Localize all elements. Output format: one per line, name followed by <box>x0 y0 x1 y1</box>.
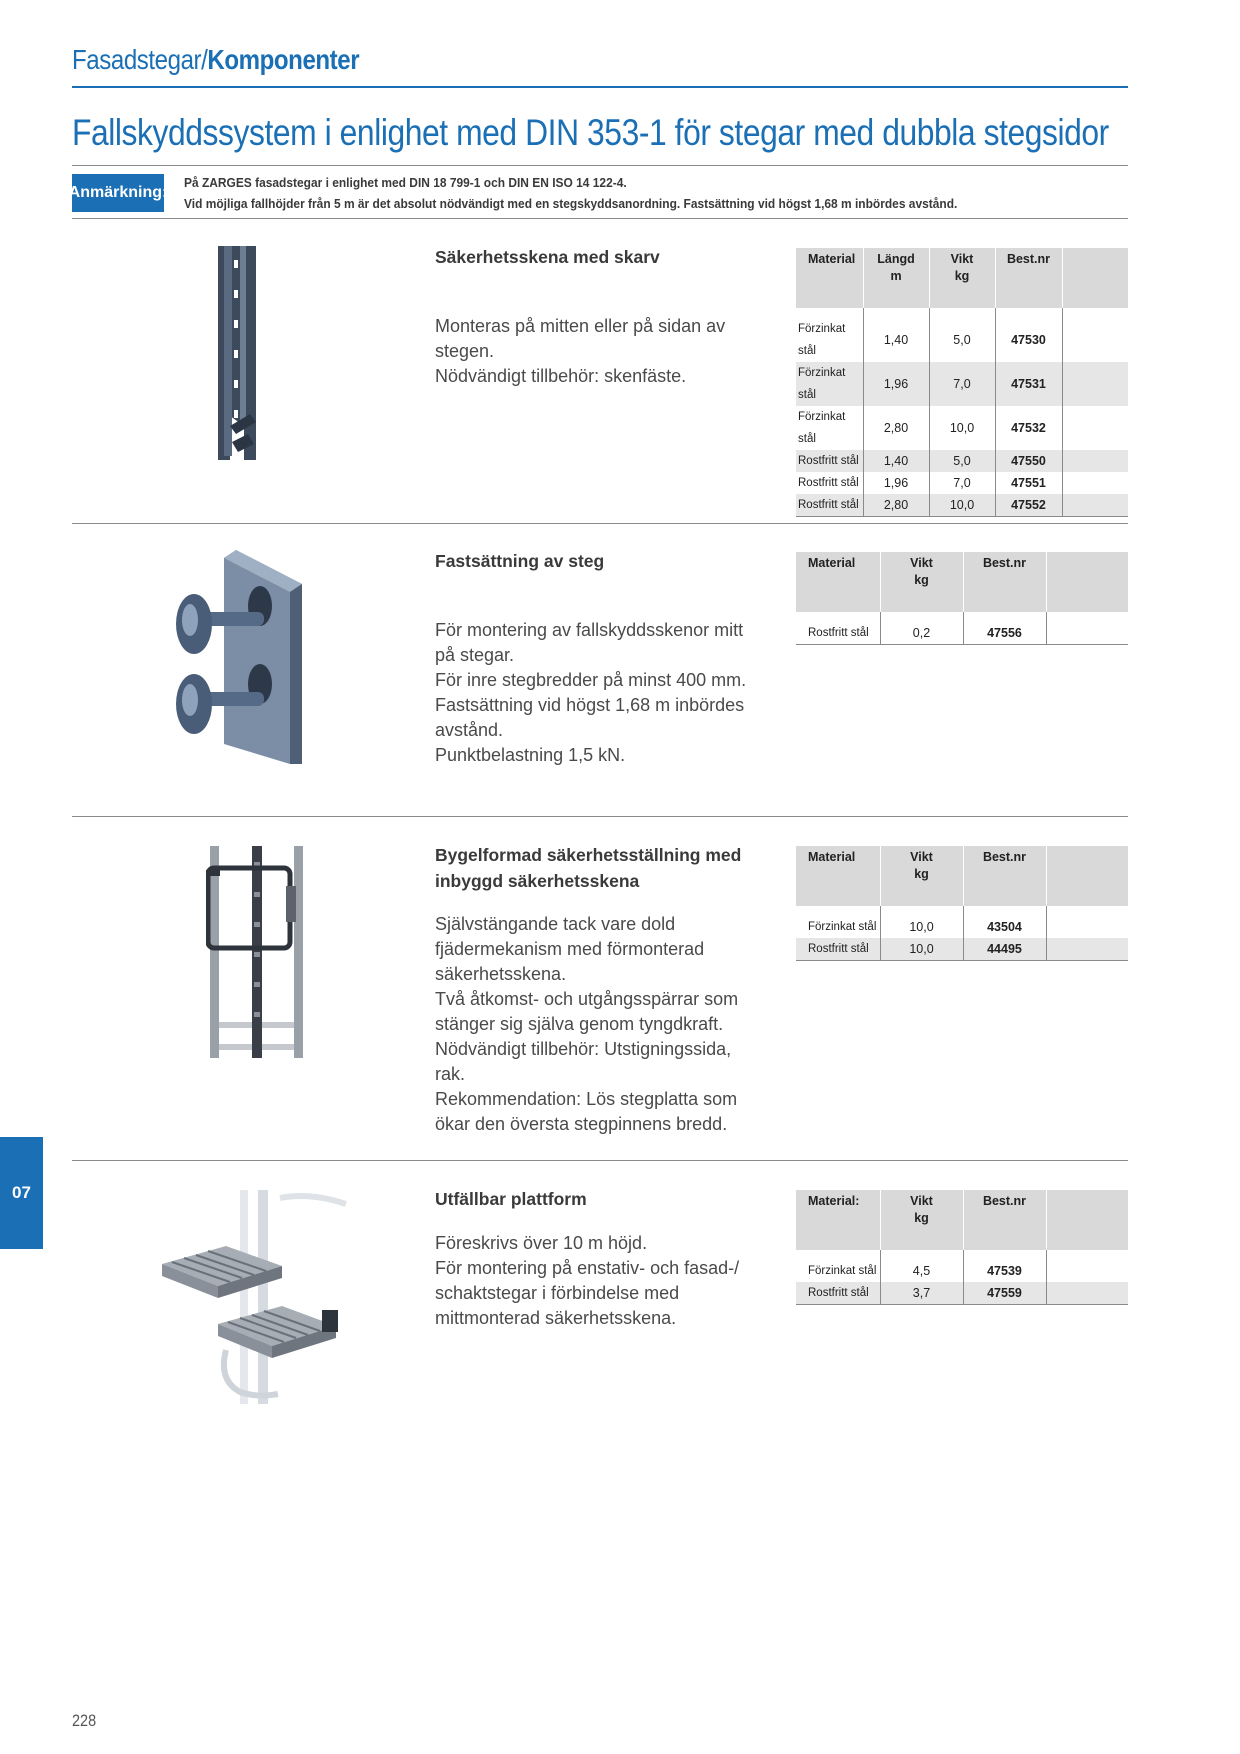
product-description <box>435 618 775 768</box>
desc-line: För montering av fallskyddsskenor mitt <box>435 620 744 640</box>
table-row: Förzinkat stål 10,0 43504 <box>796 916 1128 938</box>
product-title: Bygelformad säkerhetsställning med inbyggd säkerhetsskena <box>435 845 742 891</box>
breadcrumb <box>72 44 359 76</box>
breadcrumb-section: Komponenter <box>207 44 360 75</box>
safety-gate-image <box>206 846 304 1058</box>
table-header-row <box>796 248 1128 308</box>
table-row: Rostfritt stål 2,80 10,0 47552 <box>796 494 1128 517</box>
desc-line: rak. <box>435 1064 466 1084</box>
product-description <box>435 314 775 389</box>
table-header-row <box>796 846 1128 906</box>
product-title: Säkerhetsskena med skarv <box>435 247 660 267</box>
folding-platform-image <box>160 1190 348 1404</box>
desc-line: på stegar. <box>435 645 515 665</box>
page-number: 228 <box>72 1711 97 1730</box>
desc-line: mittmonterad säkerhetsskena. <box>435 1308 677 1328</box>
note-badge: Anmärkning: <box>72 174 164 212</box>
desc-line: Två åtkomst- och utgångsspärrar som <box>435 989 739 1009</box>
header-cell: Best.nr <box>963 846 1046 906</box>
desc-line: Monteras på mitten eller på sidan av <box>435 316 726 336</box>
header-cell: Vikt kg <box>880 552 963 612</box>
product-spec-table <box>796 248 1128 517</box>
header-cell: Längd m <box>863 248 929 308</box>
header-cell: Vikt kg <box>880 846 963 906</box>
header-cell: Vikt kg <box>880 1190 963 1250</box>
table-row: Rostfritt stål 0,2 47556 <box>796 622 1128 645</box>
table-row: Förzinkat stål 4,5 47539 <box>796 1260 1128 1282</box>
safety-rail-image <box>210 246 270 460</box>
desc-line: Självstängande tack vare dold <box>435 914 676 934</box>
desc-line: Nödvändigt tillbehör: skenfäste. <box>435 366 687 386</box>
rung-fastener-image <box>170 550 306 764</box>
table-row: Rostfritt stål 3,7 47559 <box>796 1282 1128 1305</box>
desc-line: stänger sig själva genom tyngdkraft. <box>435 1014 724 1034</box>
header-cell <box>1062 248 1128 308</box>
desc-line: stegen. <box>435 341 495 361</box>
header-cell: Material: <box>796 1190 880 1250</box>
table-header-row <box>796 1190 1128 1250</box>
divider <box>72 523 1128 524</box>
table-row: Förzinkat stål 1,96 7,0 47531 <box>796 362 1128 406</box>
desc-line: avstånd. <box>435 720 504 740</box>
table-row: Förzinkat stål 1,40 5,0 47530 <box>796 318 1128 362</box>
header-cell: Material <box>796 846 880 906</box>
table-row: Förzinkat stål 2,80 10,0 47532 <box>796 406 1128 450</box>
desc-line: Fastsättning vid högst 1,68 m inbördes <box>435 695 745 715</box>
product-description <box>435 1231 775 1331</box>
product-spec-table <box>796 1190 1128 1305</box>
desc-line: fjädermekanism med förmonterad <box>435 939 705 959</box>
desc-line: För montering på enstativ- och fasad-/ <box>435 1258 740 1278</box>
header-cell: Best.nr <box>995 248 1062 308</box>
note-line-2: Vid möjliga fallhöjder från 5 m är det absolut nödvändigt med en stegskyddsanordning. Fastsättning vid högst 1,68 m inbördes avstånd. <box>184 196 958 211</box>
desc-line: ökar den översta stegpinnens bredd. <box>435 1114 728 1134</box>
divider <box>72 165 1128 166</box>
desc-line: För inre stegbredder på minst 400 mm. <box>435 670 747 690</box>
desc-line: Nödvändigt tillbehör: Utstigningssida, <box>435 1039 732 1059</box>
header-cell <box>1046 1190 1128 1250</box>
divider <box>72 1160 1128 1161</box>
desc-line: säkerhetsskena. <box>435 964 567 984</box>
header-cell: Material <box>796 552 880 612</box>
note-line-1: På ZARGES fasadstegar i enlighet med DIN 18 799-1 och DIN EN ISO 14 122-4. <box>184 175 627 190</box>
note-text <box>184 172 957 214</box>
desc-line: schaktstegar i förbindelse med <box>435 1283 680 1303</box>
header-cell <box>1046 552 1128 612</box>
table-header-row <box>796 552 1128 612</box>
divider <box>72 218 1128 219</box>
header-cell: Best.nr <box>963 1190 1046 1250</box>
header-cell: Material <box>796 248 863 308</box>
table-row: Rostfritt stål 10,0 44495 <box>796 938 1128 961</box>
desc-line: Punktbelastning 1,5 kN. <box>435 745 626 765</box>
product-title: Utfällbar plattform <box>435 1189 587 1209</box>
header-cell: Best.nr <box>963 552 1046 612</box>
divider <box>72 816 1128 817</box>
table-row: Rostfritt stål 1,40 5,0 47550 <box>796 450 1128 472</box>
product-title: Fastsättning av steg <box>435 551 605 571</box>
header-cell <box>1046 846 1128 906</box>
desc-line: Föreskrivs över 10 m höjd. <box>435 1233 648 1253</box>
table-row: Rostfritt stål 1,96 7,0 47551 <box>796 472 1128 494</box>
header-rule <box>72 86 1128 88</box>
product-description <box>435 912 775 1137</box>
desc-line: Rekommendation: Lös stegplatta som <box>435 1089 738 1109</box>
header-cell: Vikt kg <box>929 248 995 308</box>
page-title: Fallskyddssystem i enlighet med DIN 353-1 för stegar med dubbla stegsidor <box>72 112 1109 153</box>
product-spec-table <box>796 552 1128 645</box>
product-spec-table <box>796 846 1128 961</box>
chapter-tab: 07 <box>0 1137 43 1249</box>
breadcrumb-prefix: Fasadstegar/ <box>72 44 208 75</box>
